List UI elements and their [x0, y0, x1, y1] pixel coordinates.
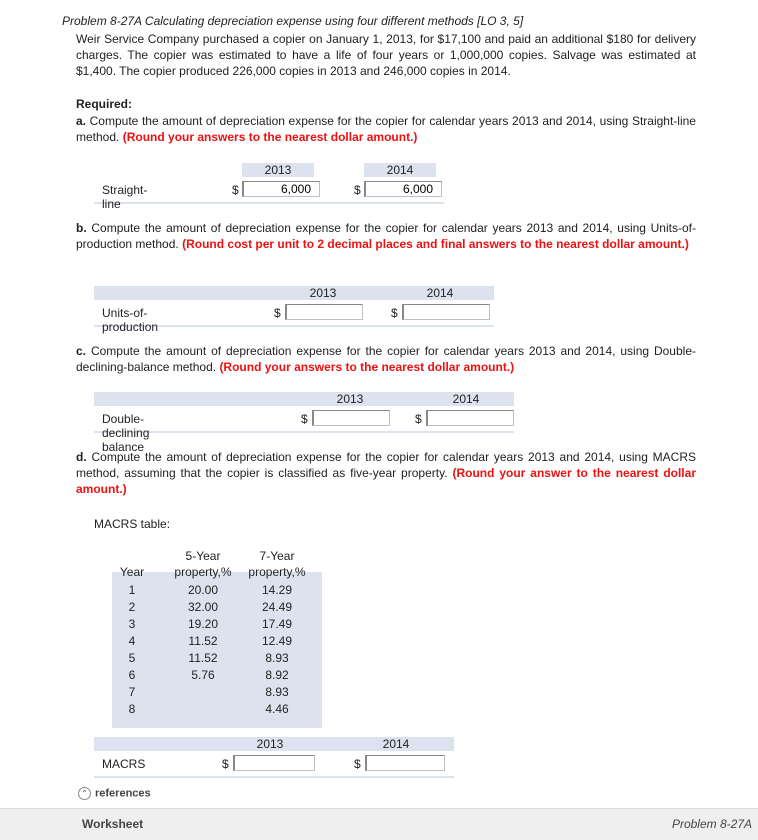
part-b-question — [76, 220, 696, 252]
macrs-row-7yr: 17.49 — [261, 617, 293, 631]
macrs-col-5yr-line1: 5-Year — [185, 549, 221, 563]
part-c-letter: c. — [76, 344, 87, 358]
part-c-text: Compute the amount of depreciation expense for the copier for calendar years 2013 and 2014, using Double-declining-balance method. — [76, 344, 696, 374]
part-c-row-label: Double-declining balance — [102, 412, 150, 454]
macrs-table-label: MACRS table: — [94, 517, 171, 531]
part-a-row-label: Straight-line — [102, 183, 148, 211]
macrs-row-year: 4 — [128, 634, 136, 648]
macrs-row-5yr: 32.00 — [187, 600, 219, 614]
macrs-row-5yr — [168, 684, 238, 701]
part-b-note: (Round cost per unit to 2 decimal places and final answers to the nearest dollar amount.) — [182, 237, 689, 251]
part-d-2013-input[interactable] — [233, 755, 315, 771]
macrs-row-7yr: 8.92 — [265, 668, 289, 682]
part-d-dollar-1: $ — [222, 757, 229, 771]
part-a-letter: a. — [76, 114, 87, 128]
part-a-year1-header: 2013 — [242, 163, 314, 177]
macrs-row-5yr: 20.00 — [187, 583, 219, 597]
part-a-question — [76, 113, 696, 145]
required-heading: Required: — [76, 97, 133, 111]
macrs-row-5yr: 11.52 — [188, 634, 218, 648]
part-a-dollar-1: $ — [232, 183, 239, 197]
part-c-year2-header: 2014 — [452, 392, 480, 406]
problem-title: Problem 8-27A Calculating depreciation expense using four different methods [LO 3, 5] — [62, 14, 524, 28]
part-a-2013-input[interactable] — [242, 181, 320, 197]
part-d-letter: d. — [76, 450, 87, 464]
part-b-2013-input[interactable] — [285, 304, 363, 320]
part-c-dollar-2: $ — [415, 412, 422, 426]
part-d-dollar-2: $ — [354, 757, 361, 771]
macrs-row-7yr: 4.46 — [265, 702, 289, 716]
macrs-row-5yr: 5.76 — [191, 668, 215, 682]
part-d-note: (Round your answer to the nearest dollar amount.) — [76, 466, 696, 496]
part-a-text: Compute the amount of depreciation expense for the copier for calendar years 2013 and 2014, using Straight-line method. — [76, 114, 696, 144]
part-c-dollar-1: $ — [301, 412, 308, 426]
part-d-year1-header: 2013 — [256, 737, 284, 751]
part-a-note: (Round your answers to the nearest dollar amount.) — [122, 130, 418, 144]
part-b-dollar-1: $ — [274, 306, 281, 320]
macrs-row-year: 7 — [128, 685, 136, 699]
part-b-letter: b. — [76, 221, 87, 235]
part-c-note: (Round your answers to the nearest dollar amount.) — [219, 360, 515, 374]
macrs-row-year: 1 — [128, 583, 136, 597]
references-label: references — [95, 787, 151, 800]
macrs-row-7yr: 8.93 — [265, 685, 289, 699]
macrs-row-7yr: 14.29 — [261, 583, 293, 597]
part-b-year1-header: 2013 — [309, 286, 337, 300]
part-a-dollar-2: $ — [354, 183, 361, 197]
part-c-2014-input[interactable] — [426, 410, 514, 426]
macrs-col-5yr-line2: property,% — [174, 565, 232, 579]
part-b-2014-input[interactable] — [402, 304, 490, 320]
part-a-year2-header: 2014 — [364, 163, 436, 177]
macrs-col-7yr-line2: property,% — [248, 565, 306, 579]
macrs-col-year: Year — [119, 565, 145, 579]
macrs-row-year: 6 — [128, 668, 136, 682]
problem-ref-label: Problem 8-27A — [671, 817, 752, 831]
macrs-row-5yr: 11.52 — [188, 651, 218, 665]
chevron-up-icon: ⌃ — [78, 787, 91, 800]
part-c-question — [76, 343, 696, 375]
part-d-year2-header: 2014 — [382, 737, 410, 751]
problem-description: Weir Service Company purchased a copier on January 1, 2013, for $17,100 and paid an additional $180 for delivery charges. The copier was estimated to have a life of four years or 1,000,000 copies. Salvage was estimated at $1,400. The copier produced 226,000 copies in 2013 and 246,000 copies in 2014. — [76, 32, 696, 78]
macrs-row-5yr: 19.20 — [187, 617, 219, 631]
part-d-2014-input[interactable] — [365, 755, 445, 771]
macrs-row-year: 5 — [128, 651, 136, 665]
part-b-year2-header: 2014 — [426, 286, 454, 300]
macrs-row-year: 8 — [128, 702, 136, 716]
macrs-col-7yr-line1: 7-Year — [259, 549, 295, 563]
part-c-2013-input[interactable] — [312, 410, 390, 426]
part-d-question — [76, 449, 696, 497]
macrs-row-year: 3 — [128, 617, 136, 631]
macrs-row-5yr — [168, 701, 238, 718]
part-a-2014-input[interactable] — [364, 181, 442, 197]
worksheet-link[interactable]: Worksheet — [82, 817, 144, 831]
part-d-row-label: MACRS — [102, 757, 146, 771]
part-b-text: Compute the amount of depreciation expense for the copier for calendar years 2013 and 2014, using Units-of-production method. — [76, 221, 696, 251]
part-c-year1-header: 2013 — [336, 392, 364, 406]
macrs-row-7yr: 24.49 — [261, 600, 293, 614]
part-d-text: Compute the amount of depreciation expense for the copier for calendar years 2013 and 2014, using MACRS method, assuming that the copier is classified as five-year property. — [76, 450, 696, 480]
macrs-row-year: 2 — [128, 600, 136, 614]
macrs-row-7yr: 8.93 — [265, 651, 289, 665]
macrs-row-7yr: 12.49 — [261, 634, 293, 648]
references-toggle[interactable] — [78, 787, 151, 800]
part-b-dollar-2: $ — [391, 306, 398, 320]
part-b-row-label: Units-of-production — [102, 306, 159, 334]
